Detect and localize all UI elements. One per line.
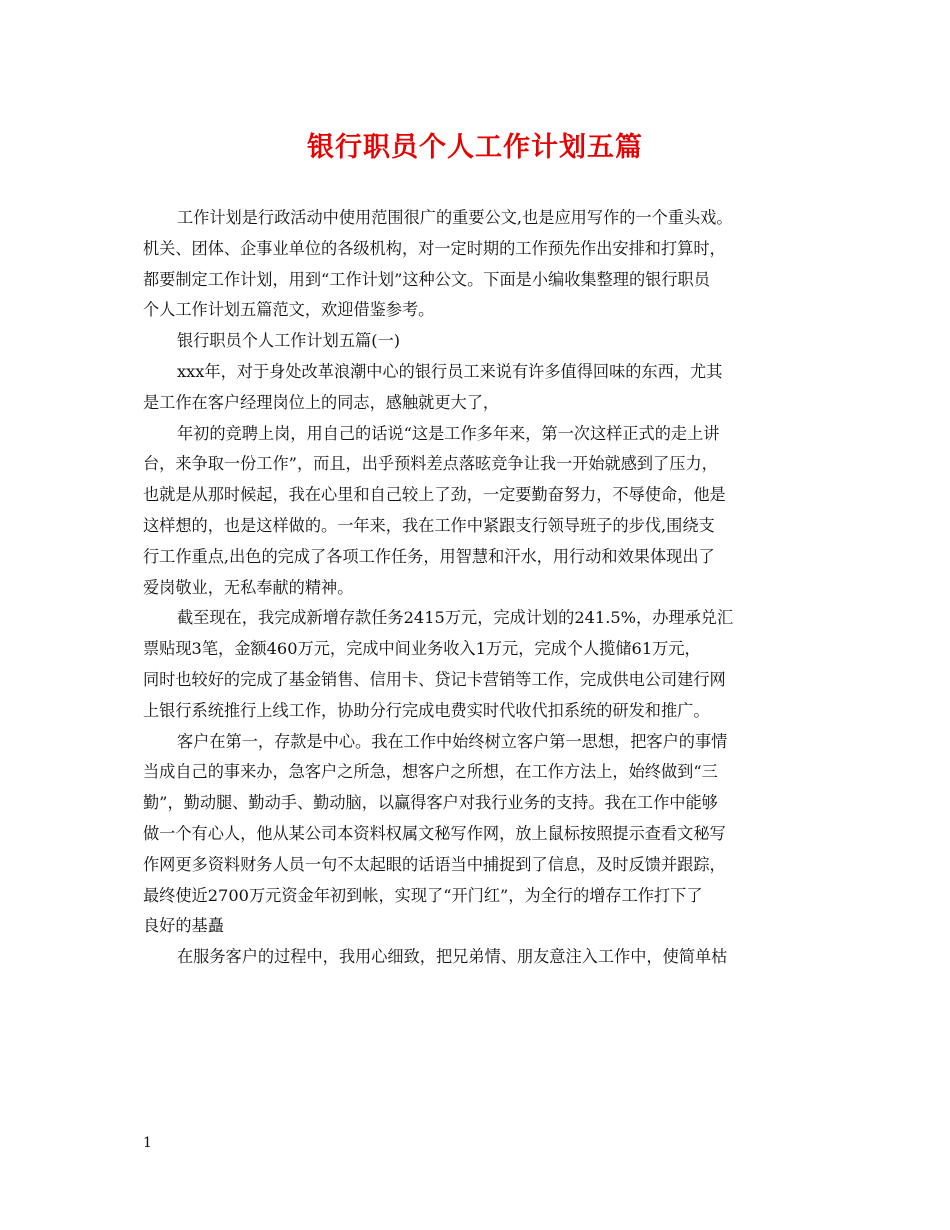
text-line: 爱岗敬业，无私奉献的精神。 — [143, 577, 354, 597]
text-line: 客户在第一，存款是中心。我在工作中始终树立客户第一思想，把客户的事情 — [177, 731, 728, 751]
text-line: 都要制定工作计划，用到“工作计划”这种公文。下面是小编收集整理的银行职员 — [143, 269, 710, 289]
text-line: 行工作重点,出色的完成了各项工作任务，用智慧和汗水，用行动和效果体现出了 — [143, 546, 715, 566]
text-line: 票贴现3笔，金额460万元，完成中间业务收入1万元，完成个人揽储61万元， — [143, 639, 701, 659]
text-line: 截至现在，我完成新增存款任务2415万元，完成计划的241.5%，办理承兑汇 — [177, 608, 734, 628]
text-line: 机关、团体、企事业单位的各级机构，对一定时期的工作预先作出安排和打算时， — [143, 238, 726, 258]
text-line: 上银行系统推行上线工作，协助分行完成电费实时代收代扣系统的研发和推广。 — [143, 700, 710, 720]
document-title: 银行职员个人工作计划五篇 — [307, 132, 643, 163]
text-line: 年初的竞聘上岗，用自己的话说“这是工作多年来，第一次这样正式的走上讲 — [177, 423, 720, 443]
text-line: 勤”，勤动腿、勤动手、勤动脑，以赢得客户对我行业务的支持。我在工作中能够 — [143, 793, 718, 813]
text-line: 最终使近2700万元资金年初到帐，实现了“开门红”，为全行的增存工作打下了 — [143, 885, 703, 905]
text-line: 也就是从那时候起，我在心里和自己较上了劲，一定要勤奋努力，不辱使命，他是 — [143, 485, 726, 505]
text-line: 同时也较好的完成了基金销售、信用卡、贷记卡营销等工作，完成供电公司建行网 — [143, 669, 726, 689]
text-line: 这样想的，也是这样做的。一年来，我在工作中紧跟支行领导班子的步伐,围绕支 — [143, 515, 715, 535]
text-line: 做一个有心人，他从某公司本资料权属文秘写作网，放上鼠标按照提示查看文秘写 — [143, 823, 726, 843]
text-line: 当成自己的事来办，急客户之所急，想客户之所想，在工作方法上，始终做到“三 — [143, 762, 718, 782]
text-line: 是工作在客户经理岗位上的同志，感触就更大了， — [143, 392, 500, 412]
text-line: 在服务客户的过程中，我用心细致，把兄弟情、朋友意注入工作中，使简单枯 — [177, 947, 728, 967]
document-body — [143, 203, 818, 973]
text-line: 个人工作计划五篇范文，欢迎借鉴参考。 — [143, 300, 435, 320]
text-line: 银行职员个人工作计划五篇(一) — [177, 331, 401, 351]
text-line: 良好的基矗 — [143, 916, 224, 936]
text-line: 作网更多资料财务人员一句不太起眼的话语当中捕捉到了信息，及时反馈并跟踪， — [143, 854, 726, 874]
page-number: 1 — [143, 1135, 152, 1151]
text-line: 台，来争取一份工作”，而且，出乎预料差点落昡竞争让我一开始就感到了压力， — [143, 454, 718, 474]
text-line: 工作计划是行政活动中使用范围很广的重要公文,也是应用写作的一个重头戏。 — [177, 208, 733, 227]
text-line: xxx年，对于身处改革浪潮中心的银行员工来说有许多值得回味的东西，尤其 — [177, 361, 723, 381]
